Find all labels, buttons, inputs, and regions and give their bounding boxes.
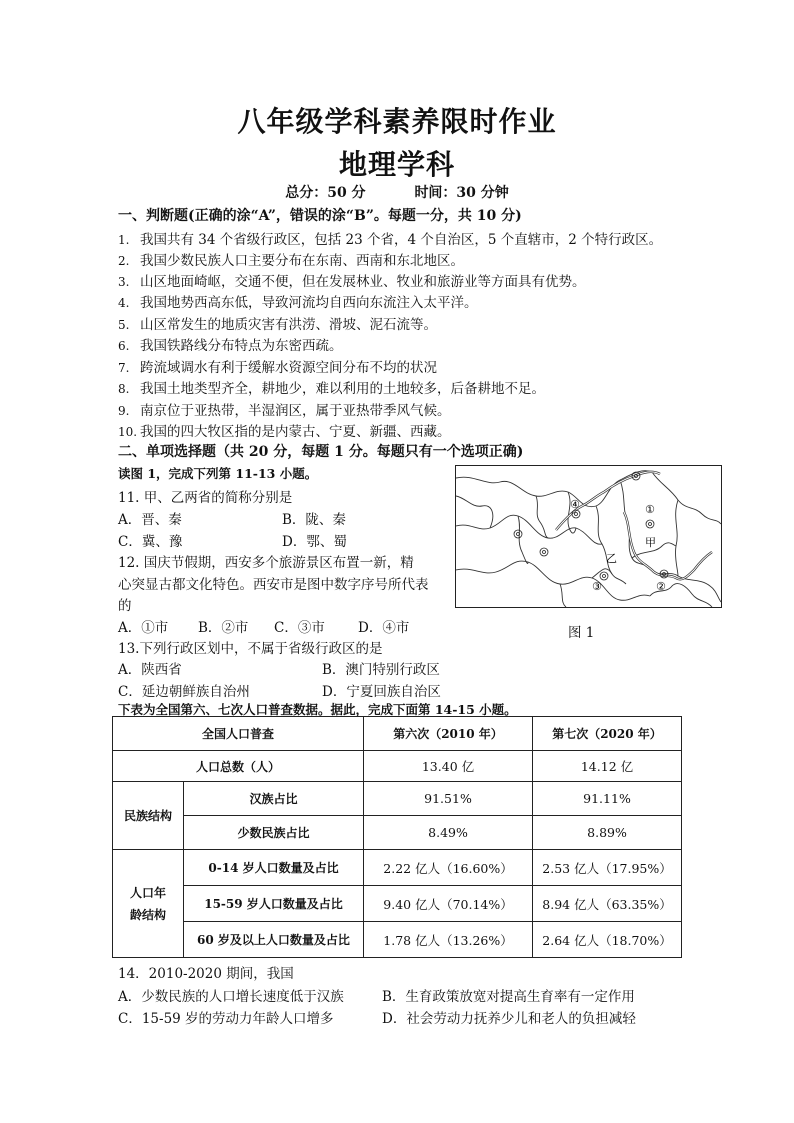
q11-option-b[interactable]: B．陇、秦: [282, 512, 346, 528]
table-header-seventh: 第七次（2020 年）: [533, 717, 682, 751]
table-row: 15-59 岁人口数量及占比 9.40 亿人（70.14%） 8.94 亿人（63.35%）: [113, 886, 682, 922]
table-header-sixth: 第六次（2010 年）: [364, 717, 533, 751]
q12-stem-line3: 的: [118, 598, 132, 614]
map-label-yi: 乙: [606, 552, 617, 565]
map-label-jia: 甲: [645, 536, 656, 549]
q12-stem-line2: 心突显古都文化特色。西安市是图中数字序号所代表: [118, 577, 429, 593]
q12-option-c[interactable]: C．③市: [274, 620, 325, 636]
q13-option-d[interactable]: D．宁夏回族自治区: [322, 684, 441, 700]
list-item: 4. 我国地势西高东低，导致河流均自西向东流注入太平洋。: [118, 295, 478, 311]
map-caption: 图 1: [568, 625, 595, 641]
q13-option-c[interactable]: C．延边朝鲜族自治州: [118, 684, 250, 700]
q14-option-b[interactable]: B．生育政策放宽对提高生育率有一定作用: [382, 989, 635, 1005]
q12-option-d[interactable]: D．④市: [358, 620, 410, 636]
q13-option-b[interactable]: B．澳门特别行政区: [322, 662, 440, 678]
table-row: 少数民族占比 8.49% 8.89%: [113, 816, 682, 850]
q11-option-c[interactable]: C．冀、豫: [118, 534, 183, 550]
table-row: [113, 717, 682, 751]
section2-heading: 二、单项选择题（共 20 分，每题 1 分。每题只有一个选项正确): [118, 444, 524, 460]
q11-stem: 11. 甲、乙两省的简称分别是: [118, 490, 293, 506]
q14-option-c[interactable]: C．15-59 岁的劳动力年龄人口增多: [118, 1011, 334, 1027]
total-score: 总分：50 分: [285, 185, 366, 201]
q14-option-a[interactable]: A．少数民族的人口增长速度低于汉族: [118, 989, 344, 1005]
table-row: 人口年龄结构 0-14 岁人口数量及占比 2.22 亿人（16.60%） 2.53 亿人（17.95%）: [113, 850, 682, 886]
list-item: 8. 我国土地类型齐全，耕地少，难以利用的土地较多，后备耕地不足。: [118, 381, 545, 397]
q11-option-d[interactable]: D．鄂、蜀: [282, 534, 347, 550]
list-item: 9. 南京位于亚热带，半湿润区，属于亚热带季风气候。: [118, 403, 451, 419]
table-intro: 下表为全国第六、七次人口普查数据。据此，完成下面第 14-15 小题。: [118, 702, 517, 717]
province-map: [455, 465, 722, 608]
q14-option-d[interactable]: D．社会劳动力抚养少儿和老人的负担减轻: [382, 1011, 636, 1027]
map-outline: [456, 466, 721, 607]
list-item: 10. 我国的四大牧区指的是内蒙古、宁夏、新疆、西藏。: [118, 424, 451, 440]
q13-option-a[interactable]: A．陕西省: [118, 662, 182, 678]
list-item: 1. 我国共有 34 个省级行政区，包括 23 个省，4 个自治区，5 个直辖市，2 个特行政区。: [118, 232, 663, 248]
age-structure-label: 人口年龄结构: [113, 850, 184, 958]
page-title: 八年级学科素养限时作业: [237, 105, 557, 138]
q12-stem-line1: 12. 国庆节假期，西安多个旅游景区布置一新，精: [118, 555, 414, 571]
table-header-survey: 全国人口普查: [113, 717, 364, 751]
table-row: 60 岁及以上人口数量及占比 1.78 亿人（13.26%） 2.64 亿人（18.70%）: [113, 922, 682, 958]
q13-stem: 13.下列行政区划中，不属于省级行政区的是: [118, 641, 383, 657]
subject-title: 地理学科: [338, 148, 455, 181]
table-row: 人口总数（人） 13.40 亿 14.12 亿: [113, 751, 682, 782]
map-label-3: ③: [592, 580, 602, 593]
map-label-4: ④: [570, 498, 580, 511]
q12-option-b[interactable]: B．②市: [198, 620, 249, 636]
map-question-intro: 读图 1，完成下列第 11-13 小题。: [118, 466, 318, 481]
ethnic-structure-label: 民族结构: [113, 782, 184, 850]
section1-heading: 一、判断题(正确的涂“A”，错误的涂“B”。每题一分，共 10 分): [118, 208, 522, 224]
list-item: 5. 山区常发生的地质灾害有洪涝、滑坡、泥石流等。: [118, 317, 437, 333]
table-row: 民族结构 汉族占比 91.51% 91.11%: [113, 782, 682, 816]
time-limit: 时间：30 分钟: [414, 185, 509, 201]
list-item: 3. 山区地面崎岖，交通不便，但在发展林业、牧业和旅游业等方面具有优势。: [118, 274, 586, 290]
q11-option-a[interactable]: A．晋、秦: [118, 512, 182, 528]
census-table: [112, 716, 682, 958]
q14-stem: 14．2010-2020 期间，我国: [118, 966, 294, 982]
list-item: 7. 跨流域调水有利于缓解水资源空间分布不均的状况: [118, 360, 437, 376]
map-label-2: ②: [656, 580, 666, 593]
q12-option-a[interactable]: A．①市: [118, 620, 169, 636]
exam-meta: [0, 182, 794, 202]
list-item: 6. 我国铁路线分布特点为东密西疏。: [118, 338, 343, 354]
list-item: 2. 我国少数民族人口主要分布在东南、西南和东北地区。: [118, 253, 464, 269]
map-label-1: ①: [645, 503, 655, 516]
